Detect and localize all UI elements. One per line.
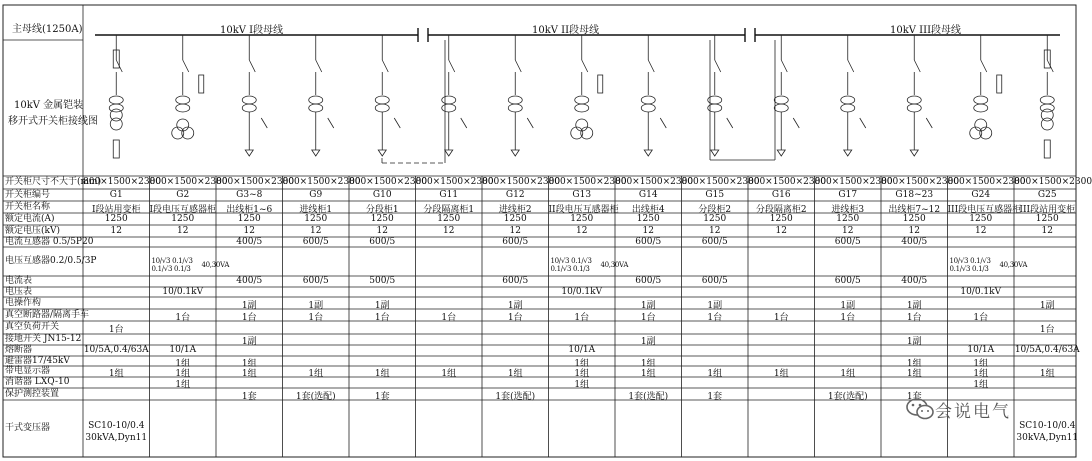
table-cell: 1组 [840, 369, 856, 379]
feeder-symbol-G9 [309, 35, 334, 156]
row-label: 开关柜名称 [5, 201, 51, 212]
table-cell: SC10-10/0.4 30kVA,Dyn11 [1016, 421, 1079, 443]
table-cell: 1副 [640, 300, 656, 311]
row-label: 电压互感器0.2/0.5/3P [5, 256, 97, 266]
table-cell: 1台 [707, 312, 723, 323]
table-cell: 500/5 [369, 276, 396, 286]
table-cell: G11 [439, 189, 459, 200]
table-cell: 1副 [1039, 300, 1055, 311]
feeder-symbol-G24 [970, 35, 1002, 139]
table-cell: 1台 [374, 312, 390, 323]
table-cell: 1组 [973, 380, 989, 390]
table-cell: 1250 [703, 213, 727, 224]
table-cell: 1组 [574, 358, 590, 369]
watermark-text: 会说电气 [935, 401, 1011, 422]
table-cell: 1组 [441, 369, 457, 379]
pt-capacity: 40,30VA [201, 261, 230, 269]
feeder-symbol-G14 [641, 35, 666, 156]
table-cell: 1套 [906, 391, 922, 402]
table-cell: 800×1500×2300 [814, 177, 893, 187]
table-cell: 12 [243, 225, 255, 236]
wechat-icon [905, 397, 935, 421]
table-cell: 1台 [241, 312, 257, 323]
table-cell: G9 [309, 189, 323, 200]
table-cell: G1 [109, 189, 123, 200]
table-cell: 分段隔离柜1 [423, 204, 475, 215]
table-cell: 出线柜1~6 [226, 204, 273, 215]
table-cell: 1250 [769, 213, 793, 224]
table-cell: 10/1A [169, 345, 197, 355]
row-label: 消谐器 LXQ-10 [5, 377, 70, 387]
table-cell: 1250 [969, 213, 993, 224]
table-cell: 1台 [308, 312, 324, 323]
table-cell: 1250 [304, 213, 328, 224]
table-cell: 400/5 [901, 236, 928, 247]
table-cell: 800×1500×2300 [415, 177, 494, 187]
table-cell: 600/5 [635, 276, 662, 286]
table-cell: 1组 [374, 369, 390, 379]
table-cell: G3~8 [236, 189, 263, 200]
row-label: 电流互感器 0.5/5P20 [5, 236, 94, 247]
table-cell: 出线柜4 [631, 204, 665, 215]
table-cell: 400/5 [901, 276, 928, 286]
table-cell: 1组 [175, 358, 191, 369]
table-cell: 1台 [175, 312, 191, 323]
table-cell: 1250 [370, 213, 394, 224]
feeder-symbol-G17 [841, 35, 866, 156]
feeder-symbol-G25 [1040, 35, 1054, 158]
table-cell: G17 [838, 189, 858, 200]
table-cell: 1250 [570, 213, 594, 224]
table-cell: 12 [975, 225, 987, 236]
table-cell: 1组 [175, 380, 191, 390]
pt-ratio: 10/√3 0.1/√3 0.1/√3 0.1/3 [151, 257, 193, 273]
table-cell: 400/5 [236, 236, 263, 247]
main-bus-label: 主母线(1250A) [12, 24, 83, 35]
table-cell: G13 [572, 189, 592, 200]
table-cell: 1250 [503, 213, 527, 224]
table-cell: 800×1500×2300 [615, 177, 694, 187]
table-cell: 1250 [437, 213, 461, 224]
table-cell: 1250 [636, 213, 660, 224]
table-cell: 1台 [1039, 325, 1055, 335]
table-cell: 600/5 [635, 236, 662, 247]
bus-section-1-label: 10kV I段母线 [220, 25, 284, 36]
table-cell: 600/5 [834, 236, 861, 247]
table-cell: 1台 [574, 312, 590, 323]
table-cell: 1套(选配) [295, 391, 336, 402]
table-cell: 1台 [973, 312, 989, 323]
pt-ratio: 10/√3 0.1/√3 0.1/√3 0.1/3 [949, 257, 991, 273]
table-cell: 1台 [441, 312, 457, 323]
table-cell: 1副 [840, 300, 856, 311]
row-label: 真空负荷开关 [5, 322, 60, 332]
table-cell: 10/0.1kV [561, 286, 603, 297]
table-cell: 600/5 [502, 276, 529, 286]
row-label: 真空断路器/隔离手车 [5, 309, 90, 320]
table-cell: 1组 [108, 369, 124, 379]
table-cell: 10/5A,0.4/63A [1014, 345, 1080, 355]
table-cell: 600/5 [302, 236, 329, 247]
row-label: 额定电流(A) [5, 213, 55, 224]
table-cell: 1套 [707, 391, 723, 402]
table-cell: 600/5 [701, 236, 728, 247]
table-cell: 1250 [1035, 213, 1059, 224]
bus-section-3-label: 10kV III段母线 [890, 25, 962, 36]
table-cell: 10/5A,0.4/63A [83, 345, 149, 355]
table-cell: 1组 [507, 369, 523, 379]
table-cell: 1副 [906, 300, 922, 311]
table-cell: 1组 [241, 358, 257, 369]
table-cell: 800×1500×2300 [83, 177, 162, 187]
table-cell: 1组 [906, 358, 922, 369]
table-cell: I段电压互感器柜 [149, 204, 217, 215]
table-cell: 1组 [973, 369, 989, 379]
table-cell: 进线柜3 [831, 204, 865, 215]
table-cell: 1副 [640, 337, 656, 347]
table-cell: 1副 [241, 337, 257, 347]
pt-ratio: 10/√3 0.1/√3 0.1/√3 0.1/3 [550, 257, 592, 273]
table-cell: 1台 [640, 312, 656, 323]
table-cell: 800×1500×2300 [748, 177, 827, 187]
table-cell: G2 [176, 189, 190, 200]
table-cell: 1组 [574, 380, 590, 390]
row-label: 开关柜尺寸不大于(mm) [5, 177, 102, 187]
feeder-symbol-G2 [172, 35, 204, 139]
table-cell: 10/1A [568, 345, 596, 355]
table-cell: 1组 [973, 358, 989, 369]
table-cell: 出线柜7~12 [888, 204, 941, 215]
pt-capacity: 40,30VA [600, 261, 629, 269]
table-cell: 12 [1041, 225, 1053, 236]
table-cell: 1250 [171, 213, 195, 224]
table-cell: 1组 [1039, 369, 1055, 379]
table-cell: 600/5 [502, 236, 529, 247]
table-cell: 12 [443, 225, 455, 236]
table-cell: 800×1500×2300 [149, 177, 228, 187]
row-label: 保护测控装置 [5, 388, 60, 399]
watermark [905, 396, 1075, 422]
table-cell: 800×1500×2300 [548, 177, 627, 187]
table-cell: 12 [177, 225, 189, 236]
row-label: 带电显示器 [5, 366, 51, 376]
table-cell: III段电压互感器柜 [947, 204, 1022, 215]
table-cell: III段站用变柜 [1019, 204, 1076, 215]
table-cell: 12 [709, 225, 721, 236]
table-cell: 1组 [241, 369, 257, 379]
table-cell: 10/0.1kV [162, 286, 204, 297]
table-cell: 12 [509, 225, 521, 236]
table-cell: G18~23 [895, 189, 934, 200]
table-cell: 12 [576, 225, 588, 236]
table-cell: 12 [908, 225, 920, 236]
table-cell: 1套(选配) [628, 391, 669, 402]
table-cell: 10/0.1kV [960, 286, 1002, 297]
table-cell: 10/1A [967, 345, 995, 355]
table-cell: 1套(选配) [495, 391, 536, 402]
table-cell: 分段隔离柜2 [755, 204, 807, 215]
diagram-label-line-1: 10kV 金属铠装 [14, 100, 84, 111]
table-cell: 1250 [836, 213, 860, 224]
feeder-symbol-G3~8 [242, 35, 267, 156]
table-cell: 1副 [906, 337, 922, 347]
table-cell: 12 [310, 225, 322, 236]
table-cell: 800×1500×2300 [282, 177, 361, 187]
row-label: 电操作构 [5, 297, 42, 308]
row-label: 熔断器 [5, 345, 33, 355]
diagram-label-line-2: 移开式开关柜接线图 [8, 116, 98, 127]
row-label: 干式变压器 [5, 423, 51, 433]
row-label: 电流表 [5, 276, 33, 286]
table-cell: 400/5 [236, 276, 263, 286]
table-cell: 进线柜2 [498, 204, 532, 215]
table-cell: 1250 [237, 213, 261, 224]
table-cell: 12 [775, 225, 787, 236]
table-cell: 1台 [773, 312, 789, 323]
table-cell: 1组 [773, 369, 789, 379]
feeder-symbol-G10 [375, 35, 400, 156]
table-cell: 1副 [507, 300, 523, 311]
table-cell: 800×1500×2300 [216, 177, 295, 187]
table-cell: 600/5 [701, 276, 728, 286]
table-cell: 1组 [906, 369, 922, 379]
table-cell: 12 [110, 225, 122, 236]
table-cell: 12 [642, 225, 654, 236]
table-cell: G10 [372, 189, 392, 200]
pt-capacity: 40,30VA [999, 261, 1028, 269]
table-cell: 1组 [640, 358, 656, 369]
table-cell: 800×1500×2300 [681, 177, 760, 187]
row-label: 开关柜编号 [5, 189, 51, 200]
bus-section-2-label: 10kV II段母线 [532, 25, 600, 36]
table-cell: 进线柜1 [299, 204, 333, 215]
table-cell: SC10-10/0.4 30kVA,Dyn11 [85, 421, 148, 443]
table-cell: 1台 [507, 312, 523, 323]
table-cell: 800×1500×2300 [947, 177, 1026, 187]
table-cell: G15 [705, 189, 725, 200]
table-cell: G14 [638, 189, 658, 200]
feeder-symbol-G11 [442, 35, 467, 156]
table-cell: 1副 [241, 300, 257, 311]
table-cell: 1套 [374, 391, 390, 402]
table-cell: 600/5 [302, 276, 329, 286]
table-cell: 1组 [308, 369, 324, 379]
table-cell: 600/5 [834, 276, 861, 286]
table-cell: 1套(选配) [827, 391, 868, 402]
table-cell: 12 [376, 225, 388, 236]
feeder-symbol-G1 [109, 35, 123, 158]
feeder-symbol-G15 [708, 35, 733, 156]
feeder-symbol-G12 [508, 35, 533, 156]
table-cell: 1250 [902, 213, 926, 224]
table-cell: 1副 [308, 300, 324, 311]
row-label: 额定电压(kV) [5, 225, 60, 236]
feeder-symbol-G18~23 [907, 35, 932, 156]
table-cell: 800×1500×2300 [881, 177, 960, 187]
table-cell: 800×1500×2300 [349, 177, 428, 187]
table-cell: 800×1500×2300 [482, 177, 561, 187]
feeder-symbol-G13 [571, 35, 603, 139]
table-cell: 1组 [640, 369, 656, 379]
table-cell: 1250 [104, 213, 128, 224]
row-label: 接地开关 JN15-12 [5, 334, 82, 344]
feeder-symbol-G16 [774, 35, 799, 156]
table-cell: 1组 [175, 369, 191, 379]
table-cell: 1台 [840, 312, 856, 323]
table-cell: 分段柜2 [698, 204, 732, 215]
table-cell: 1组 [574, 369, 590, 379]
table-cell: G12 [505, 189, 525, 200]
table-cell: G24 [971, 189, 991, 200]
table-cell: 1组 [707, 369, 723, 379]
table-cell: 12 [842, 225, 854, 236]
table-cell: II段电压互感器柜 [548, 204, 619, 215]
row-label: 电压表 [5, 286, 33, 297]
table-cell: 1套 [241, 391, 257, 402]
table-cell: 800×1500×2300 [1014, 177, 1092, 187]
table-cell: 1副 [374, 300, 390, 311]
table-cell: 1台 [108, 325, 124, 335]
row-label: 避雷器17/45kV [5, 355, 70, 366]
table-cell: 1副 [707, 300, 723, 311]
table-cell: G25 [1037, 189, 1057, 200]
table-cell: 1台 [906, 312, 922, 323]
table-cell: I段站用变柜 [91, 204, 141, 215]
table-cell: G16 [771, 189, 791, 200]
table-cell: 600/5 [369, 236, 396, 247]
table-cell: 分段柜1 [365, 204, 399, 215]
